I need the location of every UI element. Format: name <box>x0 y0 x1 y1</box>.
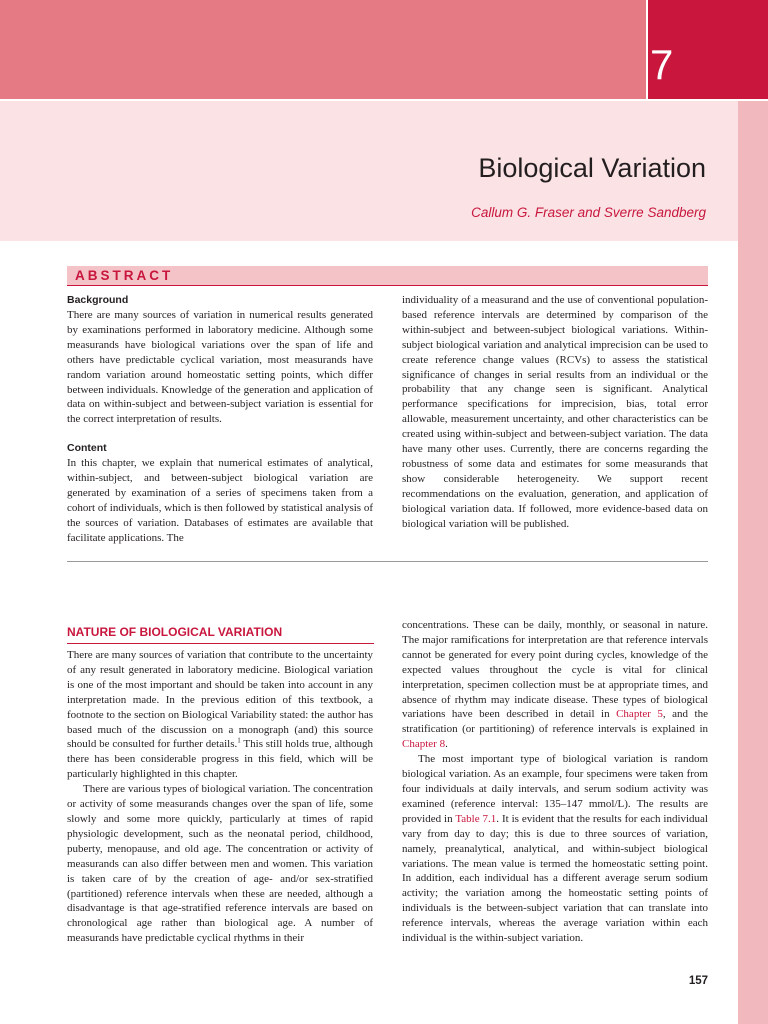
abstract-divider <box>67 561 708 562</box>
content-heading: Content <box>67 442 107 455</box>
abstract-label: ABSTRACT <box>75 268 174 283</box>
paragraph-2-continued: concentrations. These can be daily, monthly, or seasonal in nature. The major ramifications for interpretation are that reference intervals cannot be generated for every point during cycles, knowledge of the expected values throughout the cycle is vital for clinical interpretation, specimen collection must be at appropriate times, and absence of rhythm may indicate disease. These types of biological variations have been described in detail in Chapter 5, and the stratification (or partitioning) of reference intervals is explained in Chapter 8. <box>402 619 708 751</box>
body-left-column <box>67 648 373 946</box>
abstract-right-column <box>402 293 708 532</box>
section-heading: NATURE OF BIOLOGICAL VARIATION <box>67 625 283 639</box>
content-text-2: individuality of a measurand and the use of conventional population-based reference intervals are determined by comparison of the within-subject and between-subject biological variations. Within-subject biological variation and analytical imprecision can be used to create reference change values (RCVs) to assess the statistical significance of changes in serial results from an individual or the probability that any change seen is significant. Analytical performance specifications for imprecision, bias, total error allowable, measurement uncertainty, and other characteristics can be created using within-subject and between-subject variation. The data have many other uses. Currently, there are concerns regarding the robustness of some data and estimates for some measurands that show considerable heterogeneity. We support recent recommendations on the evaluation, generation, and application of biological variation data. If followed, more evidence-based data on biological variation will be published. <box>402 294 708 530</box>
paragraph-3: The most important type of biological variation is random biological variation. As an example, four specimens were taken from four individuals at daily intervals, and serum sodium activity was examined (reference interval: 135–147 mmol/L). The results are provided in Table 7.1. It is evident that the results for each individual vary from day to day; this is due to three sources of variation, namely, preanalytical, analytical, and within-subject biological variations. The mean value is termed the homeostatic setting point. In addition, each individual has a different average serum sodium activity; the variation among the homeostatic setting points of individuals is the between-subject variation that can translate into reference intervals, whereas the average variation within each individual is the within-subject variation. <box>402 753 708 945</box>
table-7-1-link[interactable]: Table 7.1 <box>455 812 497 825</box>
chapter-number: 7 <box>650 41 674 88</box>
header-color-band <box>0 0 646 99</box>
section-heading-rule <box>67 643 374 644</box>
content-text-1: In this chapter, we explain that numerical estimates of analytical, within-subject, and between-subject biological variation are generated by examination of a series of specimens taken from a cohort of individuals, which is then followed by statistical analysis of the sources of variation. Databases of estimates are available that facilitate applications. The <box>67 457 373 544</box>
body-right-column <box>402 618 708 946</box>
page-number: 157 <box>688 975 708 987</box>
chapter-authors: Callum G. Fraser and Sverre Sandberg <box>471 205 706 220</box>
page-edge-strip <box>738 101 768 1024</box>
abstract-left-column <box>67 293 373 546</box>
chapter-5-link[interactable]: Chapter 5 <box>616 708 663 721</box>
paragraph-1: There are many sources of variation that contribute to the uncertainty of any result generated in laboratory medicine. Biological variation is one of the most important and should be taken into account in any interpretation made. In the previous edition of this textbook, a footnote to the section on Biological Variability stated: the author has based much of the discussion on a monograph (and) this source should be consulted for further details.$^1$ This still holds true, although there has been considerable progress in this field, which will be particularly highlighted in this chapter. <box>67 649 373 781</box>
chapter-title: Biological Variation <box>478 153 706 183</box>
footnote-ref[interactable]: 1 <box>237 736 241 745</box>
background-text: There are many sources of variation in numerical results generated by examinations performed in laboratory medicine. Although some measurands have biological variations over the span of life and others have predictable cyclical variation, most measurands have random variation around homeostatic setting points, which differ between individuals. Knowledge of the generation and application of data on within-subject and between-subject variation is essential for the correct interpretation of results. <box>67 309 373 426</box>
background-heading: Background <box>67 294 129 306</box>
paragraph-2: There are various types of biological variation. The concentration or activity of some measurands changes over the span of life, some slowly and some more quickly, particularly at times of rapid physiologic development, such as the neonatal period, childhood, puberty, menopause, and old age. The concentration or activity of measurands can also differ between men and women. This variation is taken care of by the creation of age- and/or sex-stratified (partitioned) reference intervals when these are needed, although a disadvantage is that age-stratified reference intervals are based on chronological age rather than biological age. A number of measurands have predictable cyclical rhythms in their <box>67 783 373 945</box>
chapter-8-link[interactable]: Chapter 8 <box>402 738 446 751</box>
